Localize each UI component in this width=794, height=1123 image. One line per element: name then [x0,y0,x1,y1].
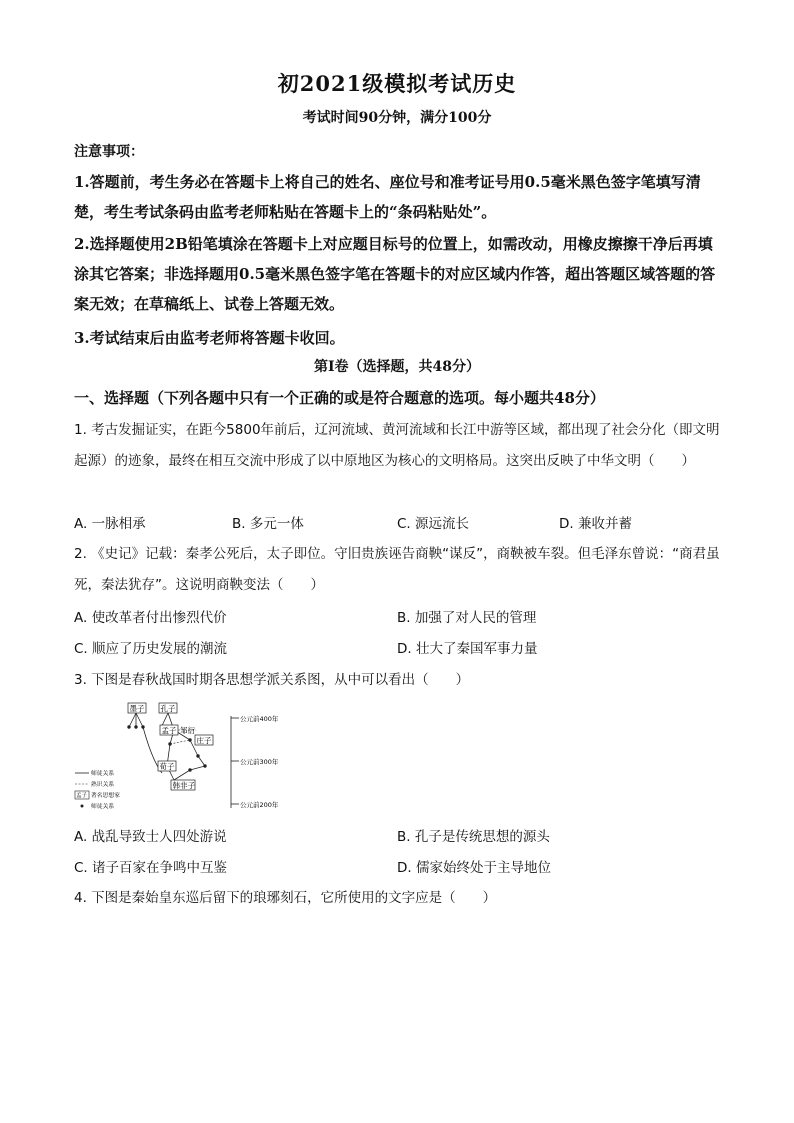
legend-label: 师徒关系 [91,771,115,777]
question-1-options [74,512,726,536]
notice-heading: 注意事项： [74,144,144,160]
question-2-options-row-1 [74,606,726,630]
option-d: D. 儒家始终处于主导地位 [397,860,551,876]
notice-item-2: 2.选择题使用2B铅笔填涂在答题卡上对应题目标号的位置上，如需改动，用橡皮擦擦干净后再填涂其它答案；非选择题用0.5毫米黑色签字笔在答题卡的对应区域内作答，超出答题区域答题的答案无效；在草稿纸上、试卷上答题无效。 [74,235,716,313]
question-3-options-row-1 [74,825,726,849]
legend-label: 熟识关系 [91,782,115,788]
diagram-legend [75,769,120,810]
option-a: A. 一脉相承 [74,516,146,532]
question-2-options-row-2 [74,637,726,661]
thinker-label: 邹衍 [180,726,195,735]
legend-sample-label: 孟子 [76,793,88,799]
question-2-stem: 2. 《史记》记载：秦孝公死后，太子即位。守旧贵族诬告商鞅“谋反”，商鞅被车裂。但毛泽东曾说：“商君虽死，秦法犹存”。这说明商鞅变法（ ） [74,546,720,593]
option-a: A. 战乱导致士人四处游说 [74,829,227,845]
notice-item-3: 3.考试结束后由监考老师将答题卡收回。 [74,329,345,347]
option-a: A. 使改革者付出惨烈代价 [74,610,227,626]
question-3-options-row-2 [74,856,726,880]
timeline-label: 公元前400年 [240,715,279,723]
thinker-label: 庄子 [196,736,212,745]
thinker-label: 韩非子 [172,781,195,790]
option-b: B. 孔子是传统思想的源头 [397,829,550,845]
timeline-label: 公元前300年 [240,758,279,766]
thinker-label: 孟子 [161,726,177,735]
legend-label: 著名思想家 [91,793,120,799]
page-title: 初2021级模拟考试历史 [277,71,517,96]
legend-label: 师徒关系 [91,804,115,810]
option-b: B. 加强了对人民的管理 [397,610,537,626]
option-c: C. 顺应了历史发展的潮流 [74,641,228,657]
option-c: C. 源远流长 [397,516,470,532]
thinker-label: 墨子 [129,704,145,713]
option-c: C. 诸子百家在争鸣中互鉴 [74,860,228,876]
notice-item-1: 1.答题前，考生务必在答题卡上将自己的姓名、座位号和准考证号用0.5毫米黑色签字笔填写清楚，考生考试条码由监考老师粘贴在答题卡上的“条码粘贴处”。 [74,173,701,221]
exam-time-subtitle: 考试时间90分钟，满分100分 [302,110,492,126]
section-title: 一、选择题（下列各题中只有一个正确的或是符合题意的选项。每小题共48分） [74,389,605,407]
option-b: B. 多元一体 [232,516,304,532]
question-1-stem: 1. 考古发掘证实，在距今5800年前后，辽河流域、黄河流域和长江中游等区域，都出现了社会分化（即文明起源）的迹象，最终在相互交流中形成了以中原地区为核心的文明格局。这突出反映了中华文明（ ） [74,422,720,469]
option-d: D. 壮大了秦国军事力量 [397,641,538,657]
question-3-stem: 3. 下图是春秋战国时期各思想学派关系图，从中可以看出（ ） [74,672,470,688]
schools-of-thought-diagram [74,700,314,820]
thinker-label: 孔子 [160,704,176,713]
thinker-label: 荀子 [159,762,175,771]
option-d: D. 兼收并蓄 [559,516,632,532]
timeline-label: 公元前200年 [240,801,279,809]
question-4-stem: 4. 下图是秦始皇东巡后留下的琅琊刻石，它所使用的文字应是（ ） [74,890,497,906]
part-title: 第Ⅰ卷（选择题，共48分） [313,359,481,375]
